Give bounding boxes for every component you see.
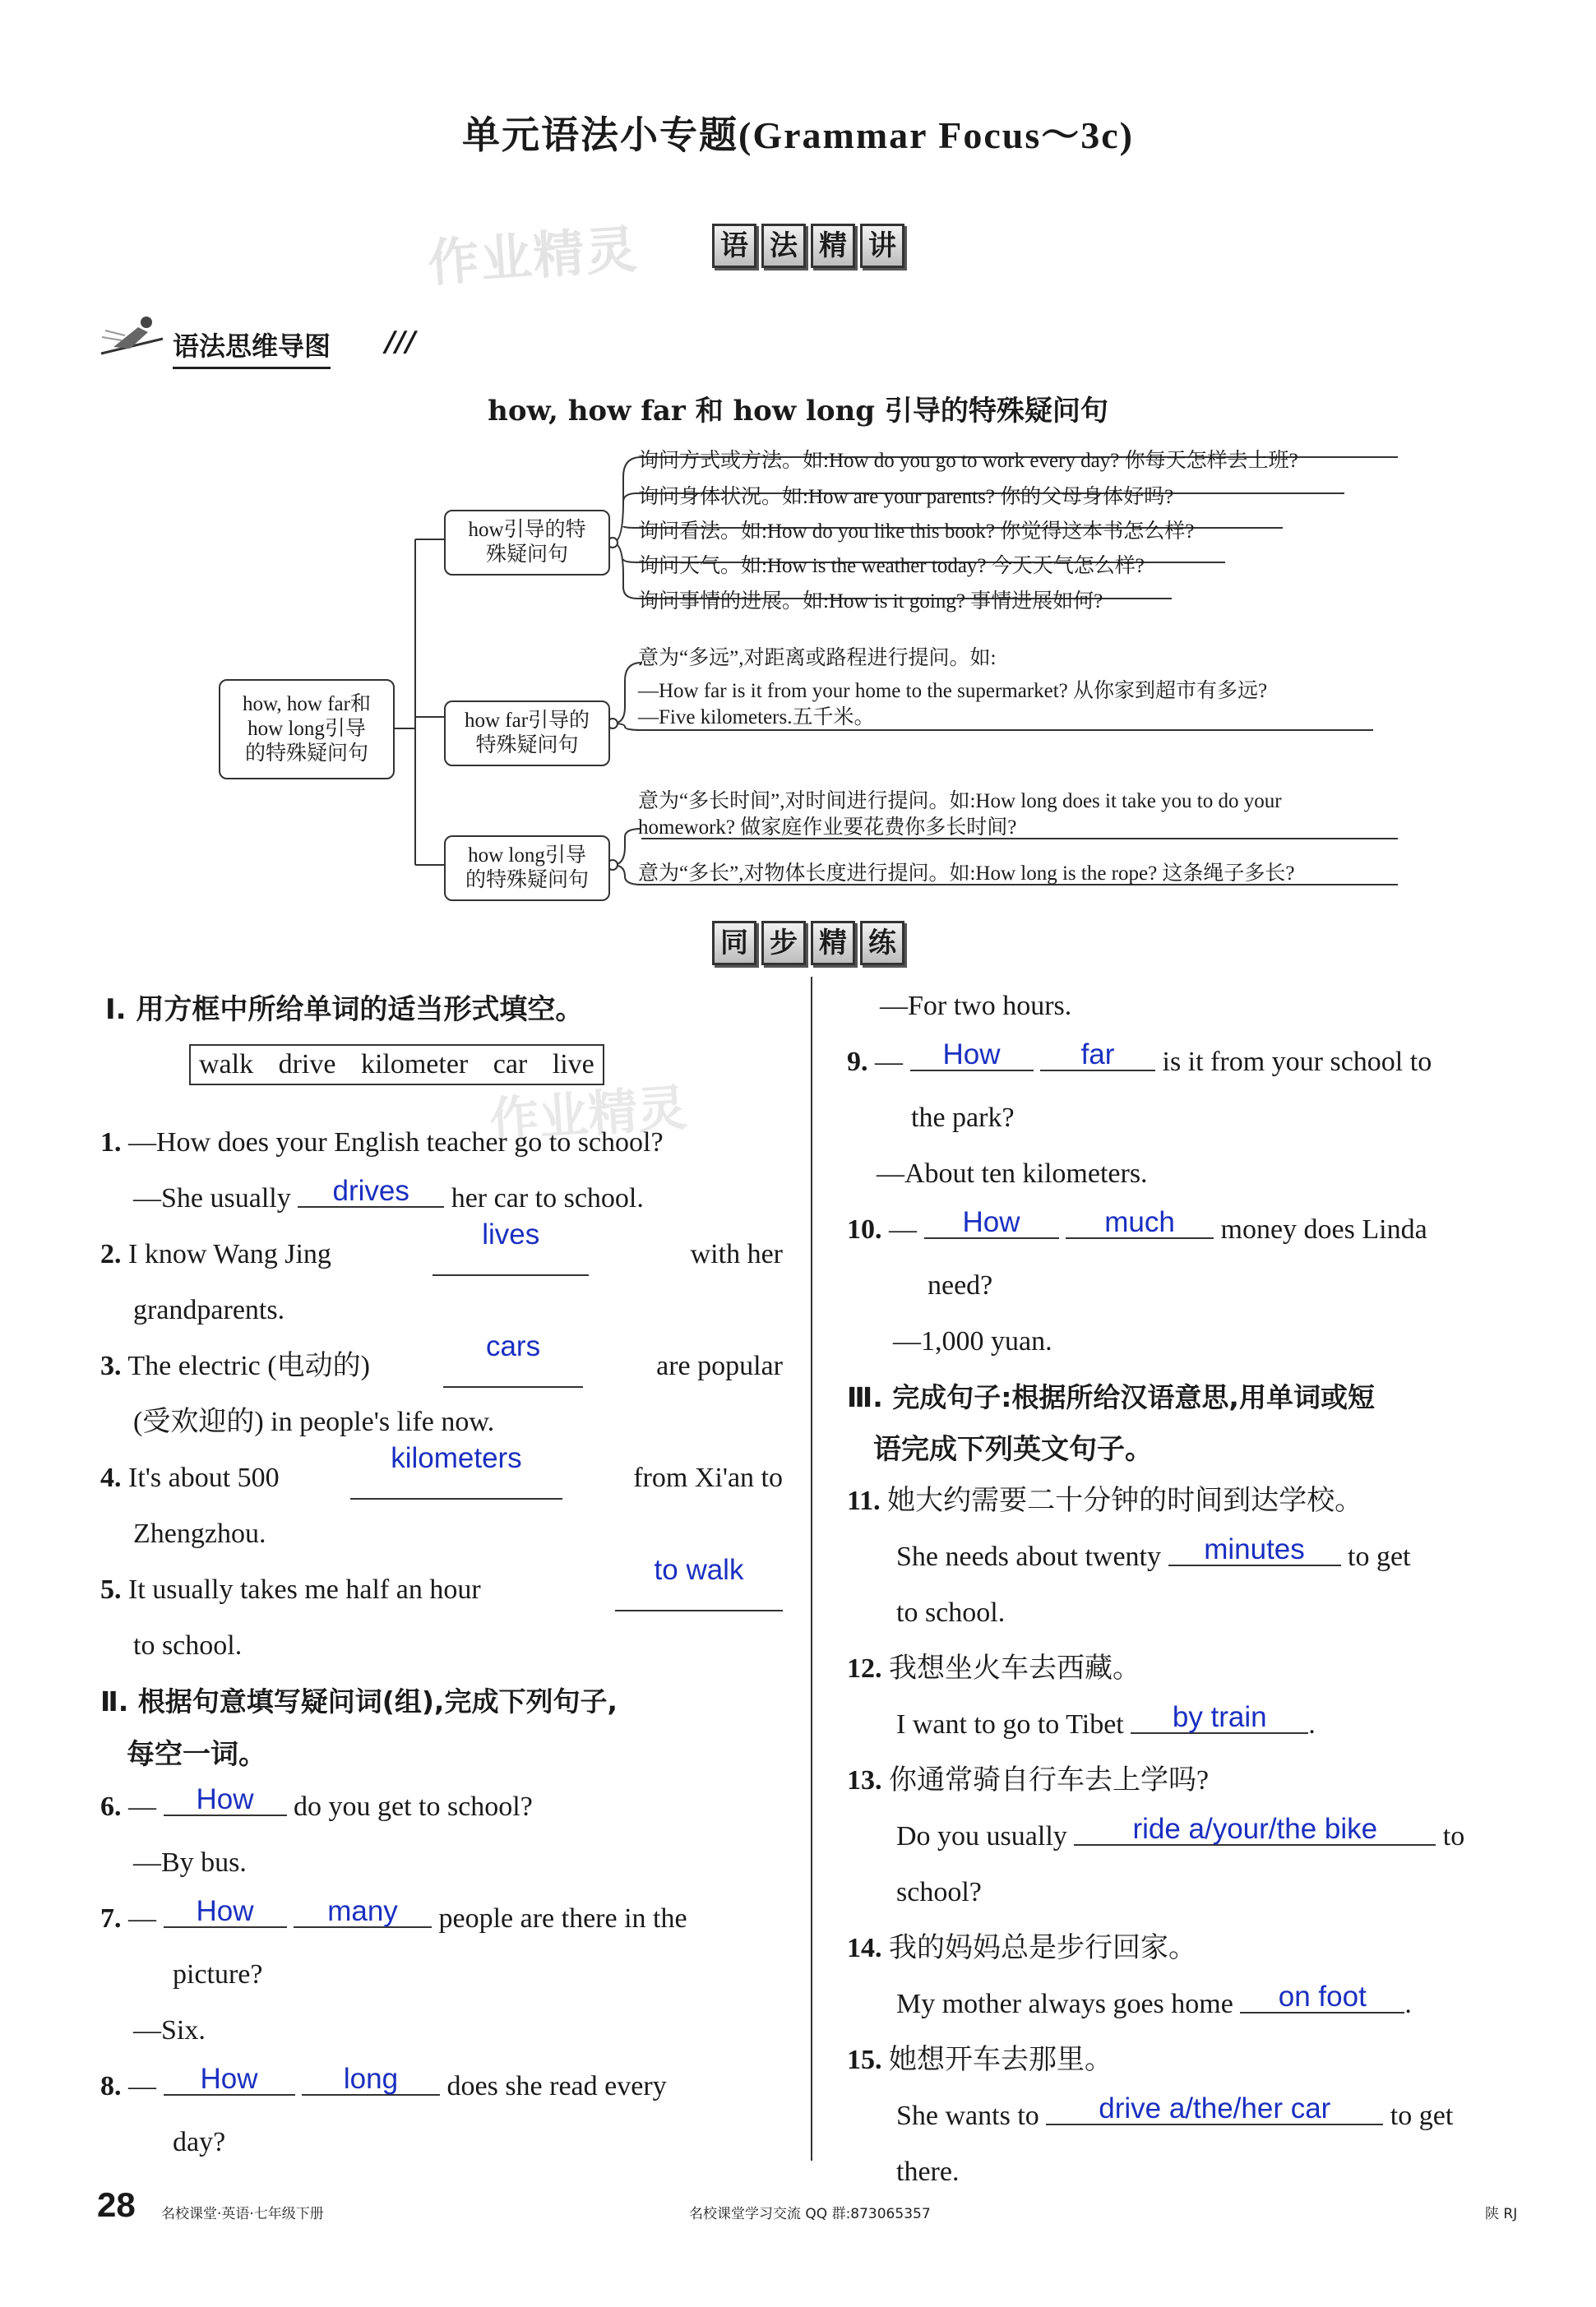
right-column [847,978,1529,2200]
answer-blank[interactable]: long [302,2064,440,2096]
watermark: 作业精灵 [488,1079,689,1151]
q-text: money does Linda [1220,1214,1427,1245]
page-number: 28 [97,2185,136,2224]
q-text: Do you usually [896,1821,1067,1852]
q3 [100,1330,783,1394]
q-text: to get [1390,2101,1454,2131]
answer-blank[interactable]: How [164,1897,287,1928]
mindmap-title: how, how far 和 how long 引导的特殊疑问句 [488,395,1108,428]
q-text: the park? [911,1103,1015,1133]
q-reply: —Six. [133,2015,206,2046]
q-cn: 我想坐火车去西藏。 [889,1653,1140,1684]
answer-blank[interactable]: to walk [615,1556,783,1611]
how-item: 询问身体状况。如:How are your parents? 你的父母身体好吗? [638,486,1174,508]
q-cn: 她大约需要二十分钟的时间到达学校。 [887,1486,1363,1516]
branch-label: how far引导的 [464,710,590,732]
q-num: 4. [100,1463,122,1493]
q-text: The electric (电动的) [127,1351,370,1381]
answer-blank[interactable]: How [924,1208,1059,1239]
answer-blank[interactable]: How [910,1040,1034,1071]
q-num: 3. [100,1351,122,1381]
how-item: 询问事情的进展。如:How is it going? 事情进展如何? [638,590,1103,613]
mindmap-root [219,679,395,779]
section-char: 精 [811,224,855,268]
q-cn: 我的妈妈总是步行回家。 [889,1933,1196,1963]
q-text: day? [173,2127,226,2157]
word-box: walk drive kilometer car live [189,1044,604,1085]
q-text: her car to school. [451,1183,644,1214]
q-text: My mother always goes home [896,1989,1233,2019]
mindmap-heading: 语法思维导图 [173,326,331,369]
q-reply: —By bus. [133,1847,247,1878]
q5 [100,1554,783,1618]
answer-blank[interactable]: much [1066,1208,1214,1239]
branch-how-long [444,835,610,901]
answer-blank[interactable]: lives [433,1220,589,1276]
part3-heading: Ⅲ. 完成句子:根据所给汉语意思,用单词或短 [847,1381,1375,1413]
answer-blank[interactable]: How [164,1785,287,1816]
q-reply: —1,000 yuan. [893,1326,1052,1357]
q-text: It usually takes me half an hour [128,1574,481,1605]
how-long-line: 意为“多长时间”,对时间进行提问。如:How long does it take you to do your [638,790,1282,812]
title-en: (Grammar Focus～3c) [738,114,1134,156]
q11 [847,1473,1529,1529]
q-text: is it from your school to [1162,1047,1432,1077]
answer-blank[interactable]: far [1040,1040,1155,1071]
q-text: to school. [896,1597,1006,1628]
q-text: She wants to [896,2101,1039,2131]
q-num: 8. [100,2071,122,2101]
how-far-line: —Five kilometers.五千米。 [638,706,875,728]
q-text: people are there in the [438,1903,687,1934]
q7: 7. — How many people are there in the [100,1895,687,1934]
how-far-line: 意为“多远”,对距离或路程进行提问。如: [638,647,997,669]
q8: 8. — How long does she read every [100,2063,667,2101]
how-item: 询问方式或方法。如:How do you go to work every day? 你每天怎样去上班? [638,450,1298,472]
how-item: 询问天气。如:How is the weather today? 今天天气怎么样? [638,555,1145,577]
title-cn: 单元语法小专题 [462,113,738,157]
q-text: I want to go to Tibet [896,1709,1124,1740]
q-num: 6. [100,1792,122,1822]
q6: 6. — How do you get to school? [100,1783,533,1822]
q-num: 13. [847,1765,882,1796]
section-practice-header [712,921,904,965]
watermark: 作业精灵 [426,219,641,294]
q-num: 12. [847,1653,882,1684]
section-char: 同 [712,921,756,965]
q-text: Zhengzhou. [133,1519,266,1549]
q-text: picture? [173,1959,263,1990]
q12 [847,1641,1529,1697]
branch-label: 特殊疑问句 [475,734,579,756]
q-text: —She usually [133,1183,291,1214]
q-text: It's about 500 [128,1463,280,1493]
answer-blank[interactable]: kilometers [350,1444,562,1500]
q-cn: 你通常骑自行车去上学吗? [889,1765,1210,1796]
q-num: 10. [847,1214,882,1245]
q13 [847,1753,1529,1809]
q10: 10. — How much money does Linda [847,1206,1427,1245]
part2-heading: 每空一词。 [127,1738,266,1771]
answer-blank[interactable]: many [294,1897,432,1928]
q-reply: —About ten kilometers. [877,1158,1148,1189]
q-text: there. [896,2157,960,2187]
q4 [100,1442,783,1506]
q1-answer-line [100,1171,783,1227]
answer-blank[interactable]: ride a/your/the bike [1074,1815,1436,1846]
q-num: 2. [100,1239,122,1269]
q2 [100,1218,783,1283]
q-text: are popular [656,1351,783,1381]
section-char: 步 [761,921,806,965]
left-column [100,1115,783,2171]
part2-heading: Ⅱ. 根据句意填写疑问词(组),完成下列句子, [100,1685,618,1718]
q-num: 5. [100,1574,122,1605]
how-far-line: —How far is it from your home to the supermarket? 从你家到超市有多远? [638,680,1268,702]
answer-blank[interactable]: on foot [1240,1982,1404,2013]
answer-blank[interactable]: drives [298,1177,444,1208]
q11-answer-line [847,1529,1529,1585]
q12-answer-line [847,1697,1529,1753]
q-text: She needs about twenty [896,1542,1161,1572]
q-text: . [1308,1709,1316,1740]
q9: 9. — How far is it from your school to [847,1038,1432,1077]
answer-blank[interactable]: How [164,2064,295,2096]
branch-label: how引导的特 [468,519,586,541]
q-text: —How does your English teacher go to school? [128,1127,664,1158]
q-reply: —For two hours. [880,991,1072,1021]
branch-label: 的特殊疑问句 [465,869,589,891]
branch-label: how long引导 [468,844,586,867]
q-text: school? [896,1877,982,1907]
q-text: to get [1348,1542,1411,1572]
q-num: 14. [847,1933,882,1963]
q-text: to [1442,1821,1465,1852]
q15-answer-line [847,2088,1529,2144]
q-text: do you get to school? [294,1792,533,1822]
q15 [847,2032,1529,2088]
q-text: to school. [133,1630,243,1661]
section-char: 练 [860,921,904,965]
column-divider [811,977,812,2161]
q14-answer-line [847,1976,1529,2032]
q-text: (受欢迎的) in people's life now. [133,1407,495,1437]
heading-slashes: /// [385,326,416,358]
answer-blank[interactable]: by train [1131,1703,1308,1734]
q-num: 11. [847,1486,881,1516]
branch-label: 殊疑问句 [485,543,568,566]
branch-how-far [444,700,610,766]
answer-blank[interactable]: cars [443,1332,583,1388]
how-item: 询问看法。如:How do you like this book? 你觉得这本书怎么样? [638,520,1195,543]
q13-answer-line [847,1809,1529,1865]
q-text: with her [690,1239,783,1269]
branch-how [444,510,610,576]
root-line: 的特殊疑问句 [244,742,368,765]
footer-center: 名校课堂学习交流 QQ 群:873065357 [689,2206,931,2222]
root-line: how, how far和 [243,693,371,715]
section-char: 法 [761,224,806,268]
q-text: does she read every [446,2071,667,2101]
footer-left: 名校课堂·英语·七年级下册 [161,2206,324,2222]
q-num: 15. [847,2045,882,2075]
how-long-line: 意为“多长”,对物体长度进行提问。如:How long is the rope? 这条绳子多长? [638,862,1295,885]
section-char: 精 [811,921,855,965]
q-cn: 她想开车去那里。 [889,2045,1113,2075]
q-text: grandparents. [133,1295,285,1325]
answer-blank[interactable]: drive a/the/her car [1046,2094,1383,2125]
answer-blank[interactable]: minutes [1168,1535,1341,1566]
q-text: from Xi'an to [633,1463,783,1493]
q14 [847,1921,1529,1976]
part1-heading: Ⅰ. 用方框中所给单词的适当形式填空。 [105,993,584,1026]
q-text: . [1404,1989,1412,2019]
footer-right: 陕 RJ [1485,2206,1518,2222]
q-num: 1. [100,1127,122,1158]
how-long-line: homework? 做家庭作业要花费你多长时间? [638,816,1017,839]
q-num: 7. [100,1903,122,1934]
q-text: need? [928,1270,993,1301]
q-num: 9. [847,1047,868,1077]
section-char: 讲 [860,224,904,268]
section-char: 语 [712,224,756,268]
q-text: I know Wang Jing [128,1239,331,1269]
root-line: how long引导 [247,718,366,740]
q1 [100,1115,783,1171]
part3-heading: 语完成下列英文句子。 [873,1433,1153,1466]
